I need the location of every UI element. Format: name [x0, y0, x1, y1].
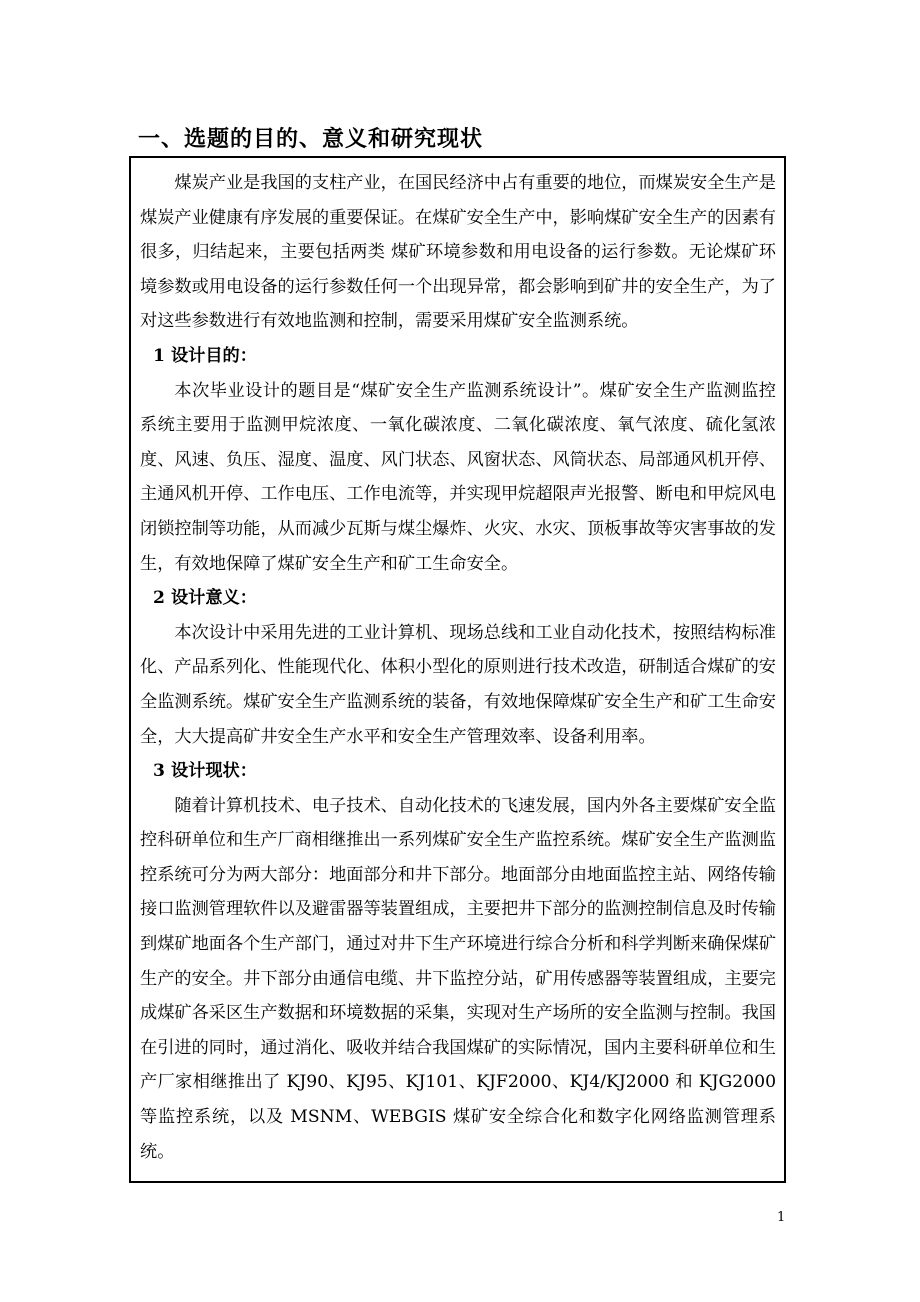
content-box	[129, 156, 786, 1183]
design-purpose-title: 1 设计目的：	[153, 345, 257, 366]
page-number: 1	[777, 1210, 786, 1225]
design-purpose-paragraph: 本次毕业设计的题目是“煤矿安全生产监测系统设计”。煤矿安全生产监测监控系统主要用于监测甲烷浓度、一氧化碳浓度、二氧化碳浓度、氧气浓度、硫化氢浓度、风速、负压、湿度、温度、风门状态、风窗状态、风筒状态、局部通风机开停、主通风机开停、工作电压、工作电流等，并实现甲烷超限声光报警、断电和甲烷风电闭锁控制等功能，从而减少瓦斯与煤尘爆炸、火灾、水灾、顶板事故等灾害事故的发生，有效地保障了煤矿安全生产和矿工生命安全。	[140, 380, 776, 574]
section-heading: 一、选题的目的、意义和研究现状	[138, 127, 484, 152]
design-significance-title: 2 设计意义：	[153, 588, 257, 609]
design-significance-paragraph: 本次设计中采用先进的工业计算机、现场总线和工业自动化技术，按照结构标准化、产品系列化、性能现代化、体积小型化的原则进行技术改造，研制适合煤矿的安全监测系统。煤矿安全生产监测系统的装备，有效地保障煤矿安全生产和矿工生命安全，大大提高矿井安全生产水平和安全生产管理效率、设备利用率。	[140, 622, 776, 747]
design-status-title: 3 设计现状：	[153, 761, 257, 782]
design-status-paragraph: 随着计算机技术、电子技术、自动化技术的飞速发展，国内外各主要煤矿安全监控科研单位和生产厂商相继推出一系列煤矿安全生产监控系统。煤矿安全生产监测监控系统可分为两大部分：地面部分和井下部分。地面部分由地面监控主站、网络传输接口监测管理软件以及避雷器等装置组成，主要把井下部分的监测控制信息及时传输到煤矿地面各个生产部门，通过对井下生产环境进行综合分析和科学判断来确保煤矿生产的安全。井下部分由通信电缆、井下监控分站，矿用传感器等装置组成，主要完成煤矿各采区生产数据和环境数据的采集，实现对生产场所的安全监测与控制。我国在引进的同时，通过消化、吸收并结合我国煤矿的实际情况，国内主要科研单位和生产厂家相继推出了 KJ90、KJ95、KJ101、KJF2000、KJ4/KJ2000 和 KJG2000 等监控系统，以及 MSNM、WEBGIS 煤矿安全综合化和数字化网络监测管理系统。	[140, 795, 776, 1162]
intro-paragraph: 煤炭产业是我国的支柱产业，在国民经济中占有重要的地位，而煤炭安全生产是煤炭产业健康有序发展的重要保证。在煤矿安全生产中，影响煤矿安全生产的因素有很多，归结起来，主要包括两类 煤矿环境参数和用电设备的运行参数。无论煤矿环境参数或用电设备的运行参数任何一个出现异常，都会影响到矿井的安全生产，为了对这些参数进行有效地监测和控制，需要采用煤矿安全监测系统。	[140, 173, 776, 332]
